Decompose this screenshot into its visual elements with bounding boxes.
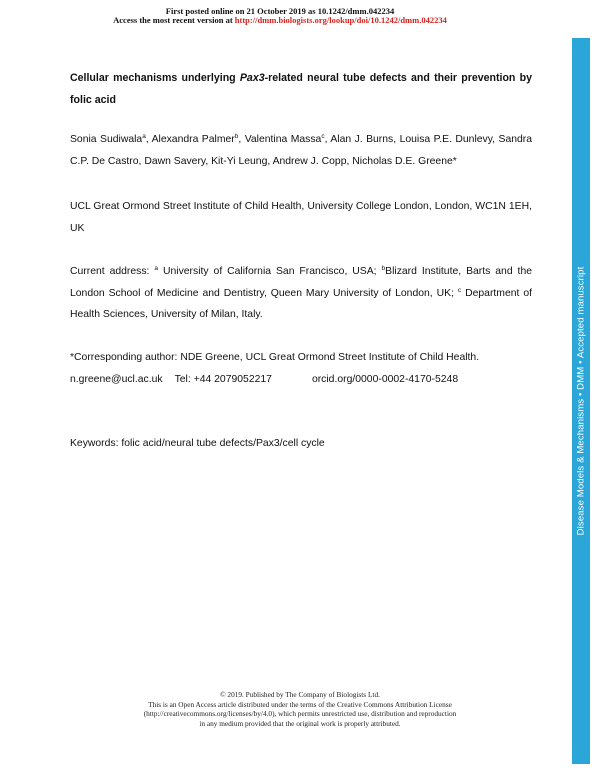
address-c: Department of Health Sciences, University of Milan, Italy. [70,287,532,320]
journal-sidebar [572,38,590,764]
recent-version-line [0,15,560,25]
affiliation: UCL Great Ormond Street Institute of Child Health, University College London, London, WC1N 1EH, UK [70,201,532,234]
author: Louisa P.E. Dunlevy [399,134,493,145]
address-sup-a: a [154,265,159,272]
address-b: Blizard Institute, Barts and the London School of Medicine and Dentistry, Queen Mary University of London, UK; [70,266,533,299]
article-title [70,68,532,111]
email: n.greene@ucl.ac.uk [70,373,163,385]
author-mark: * [452,155,457,167]
current-address [70,261,532,326]
footer-license-3: in any medium provided that the original work is properly attributed. [199,718,401,728]
doi-link[interactable]: http://dmm.biologists.org/lookup/doi/10.1242/dmm.042234 [234,15,447,25]
posted-online-line: First posted online on 21 October 2019 as 10.1242/dmm.042234 [165,6,395,16]
footer-license-2: (http://creativecommons.org/licenses/by/4.0), which permits unrestricted use, distribution and reproduction [143,709,457,718]
author: Sonia Sudiwala [70,134,143,145]
address-sup-b: b [381,265,386,272]
footer-copyright: © 2019. Published by The Company of Biologists Ltd. [220,690,380,699]
current-address-label: Current address: [70,266,155,277]
recent-version-prefix: Access the most recent version at [113,15,235,25]
author: Alexandra Palmer [151,134,235,145]
author: Valentina Massa [244,134,322,145]
author: Nicholas D.E. Greene [352,155,453,167]
author: Andrew J. Copp [272,155,347,167]
orcid: orcid.org/0000-0002-4170-5248 [311,373,459,385]
license-footer [100,690,500,728]
author-sup: b [234,133,239,140]
author: Alan J. Burns [330,134,394,145]
address-a: University of California San Francisco, USA; [158,266,382,277]
corresponding-text: *Corresponding author: NDE Greene, UCL Great Ormond Street Institute of Child Health. [70,352,480,363]
footer-license-1: This is an Open Access article distributed under the terms of the Creative Commons Attribution License [148,699,452,709]
author: Kit-Yi Leung [211,155,268,167]
author-sup: c [321,133,325,140]
title-part-1: Cellular mechanisms underlying [70,72,240,84]
address-sup-c: c [457,286,462,294]
corresponding-author [70,347,532,390]
author: Dawn Savery [144,155,206,167]
author-sup: a [142,133,146,140]
telephone: Tel: +44 2079052217 [174,373,272,385]
sidebar-label: Disease Models & Mechanisms • DMM • Accepted manuscript [575,266,587,536]
author: Sandra C.P. De Castro [70,134,533,167]
author-list: Sonia Sudiwala$^a$, Alexandra Palmer$^b$, Valentina Massa$^c$, Alan J. Burns, Louisa P.E. Dunlevy, Sandra C.P. De Castro, Dawn Savery, Kit-Yi Leung, Andrew J. Copp, Nicholas D.E. Greene* [70,133,533,167]
title-gene: Pax3 [239,72,265,84]
title-part-2: -related neural tube defects and their prevention by folic acid [70,72,532,106]
keywords: Keywords: folic acid/neural tube defects/Pax3/cell cycle [70,438,325,449]
